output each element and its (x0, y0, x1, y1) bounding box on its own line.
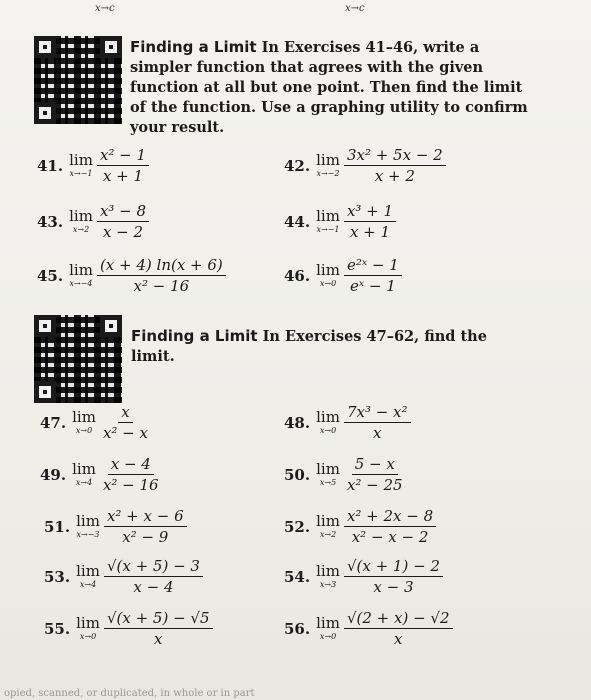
qr-code-1 (34, 36, 122, 124)
exercise-51: 51. lim x→−3 $\frac{\text{x² + x − 6}}{\text{x² − 9}}$ (44, 507, 187, 546)
exercise-56: 56. lim x→0 $\frac{√(2 + x) - √2}{x}$ (284, 609, 453, 648)
fraction: $\frac{5 - x}{\text{x² − 25}}$ (346, 455, 403, 494)
fraction: $\frac{\text{3x² + 5x − 2}}{x + 2}$ (344, 146, 446, 185)
exercise-53: 53. lim x→4 $\frac{√(x + 5) - 3}{x - 4}$ (44, 557, 203, 596)
exercise-42: 42. lim x→−2 $\frac{\text{3x² + 5x − 2}}{x + 2}$ (284, 146, 446, 185)
limit-operator: lim x→−4 (69, 261, 93, 288)
previous-page-strip (0, 0, 591, 26)
exercise-55: 55. lim x→0 $\frac{√(x + 5) - √5}{x}$ (44, 609, 213, 648)
limit-operator: lim x→3 (316, 562, 340, 589)
fraction: $\frac{√(2 + x) - √2}{x}$ (344, 609, 453, 648)
limit-operator: lim x→−2 (316, 151, 340, 178)
limit-operator: lim x→0 (316, 261, 340, 288)
exercise-50: 50. lim x→5 $\frac{5 - x}{\text{x² − 25}}$ (284, 455, 406, 494)
top-fragment-left: x→c (95, 3, 115, 14)
limit-operator: lim x→−1 (69, 151, 93, 178)
limit-operator: lim x→0 (72, 408, 96, 435)
fraction: $\frac{\text{x² − 1}}{x + 1}$ (97, 146, 149, 185)
exercise-43: 43. lim x→2 $\frac{\text{x³ − 8}}{x - 2}$ (37, 202, 149, 241)
exercise-48: 48. lim x→0 $\frac{\text{7x³ − x²}}{x}$ (284, 403, 411, 442)
exercise-47: 47. lim x→0 $\frac{x}{\text{x² − x}}$ (40, 403, 151, 442)
exercise-46: 46. lim x→0 $\frac{\text{e²ˣ − 1}}{\text{eˣ − 1}}$ (284, 256, 402, 295)
qr-code-2 (34, 315, 122, 403)
fraction: $\frac{\text{x² + x − 6}}{\text{x² − 9}}$ (104, 507, 187, 546)
section-text-2: In Exercises 47–62, find the limit. (131, 328, 487, 365)
section-text-1: In Exercises 41–46, write a simpler function that agrees with the given function at all but one point. Then find the limit of the function. Use a graphing utility to confirm your result. (130, 39, 528, 136)
fraction: $\frac{\text{x² + 2x − 8}}{\text{x² − x − 2}}$ (344, 507, 436, 546)
exercise-49: 49. lim x→4 $\frac{x - 4}{\text{x² − 16}}$ (40, 455, 162, 494)
limit-operator: lim x→−3 (76, 512, 100, 539)
top-fragment-right: x→c (345, 3, 365, 14)
limit-operator: lim x→2 (316, 512, 340, 539)
fraction: $\frac{x}{\text{x² − x}}$ (102, 403, 148, 442)
fraction: $\frac{x - 4}{\text{x² − 16}}$ (102, 455, 159, 494)
exercise-41: 41. lim x→−1 $\frac{\text{x² − 1}}{x + 1}$ (37, 146, 149, 185)
section-heading-2 (131, 326, 531, 367)
fraction: $\frac{√(x + 1) - 2}{x - 3}$ (344, 557, 443, 596)
copyright-footer: opied, scanned, or duplicated, in whole or in part (4, 688, 255, 699)
fraction: $\frac{\text{x³ + 1}}{x + 1}$ (344, 202, 396, 241)
exercise-44: 44. lim x→−1 $\frac{\text{x³ + 1}}{x + 1}$ (284, 202, 396, 241)
limit-operator: lim x→5 (316, 460, 340, 487)
limit-operator: lim x→4 (76, 562, 100, 589)
exercise-52: 52. lim x→2 $\frac{\text{x² + 2x − 8}}{\text{x² − x − 2}}$ (284, 507, 436, 546)
section-heading-1 (130, 37, 535, 138)
exercise-45: 45. lim x→−4 $\frac{(x + 4) \ln(x + 6)}{\text{x² − 16}}$ (37, 256, 226, 295)
limit-operator: lim x→4 (72, 460, 96, 487)
fraction: $\frac{√(x + 5) - √5}{x}$ (104, 609, 213, 648)
fraction: $\frac{(x + 4) \ln(x + 6)}{\text{x² − 16}}$ (97, 256, 226, 295)
limit-operator: lim x→0 (76, 614, 100, 641)
fraction: $\frac{√(x + 5) - 3}{x - 4}$ (104, 557, 203, 596)
fraction: $\frac{\text{x³ − 8}}{x - 2}$ (97, 202, 149, 241)
section-title-1: Finding a Limit (130, 38, 257, 56)
fraction: $\frac{\text{7x³ − x²}}{x}$ (344, 403, 411, 442)
limit-operator: lim x→0 (316, 408, 340, 435)
fraction: $\frac{\text{e²ˣ − 1}}{\text{eˣ − 1}}$ (344, 256, 402, 295)
limit-operator: lim x→−1 (316, 207, 340, 234)
section-title-2: Finding a Limit (131, 327, 258, 345)
limit-operator: lim x→0 (316, 614, 340, 641)
exercise-54: 54. lim x→3 $\frac{√(x + 1) - 2}{x - 3}$ (284, 557, 443, 596)
limit-operator: lim x→2 (69, 207, 93, 234)
